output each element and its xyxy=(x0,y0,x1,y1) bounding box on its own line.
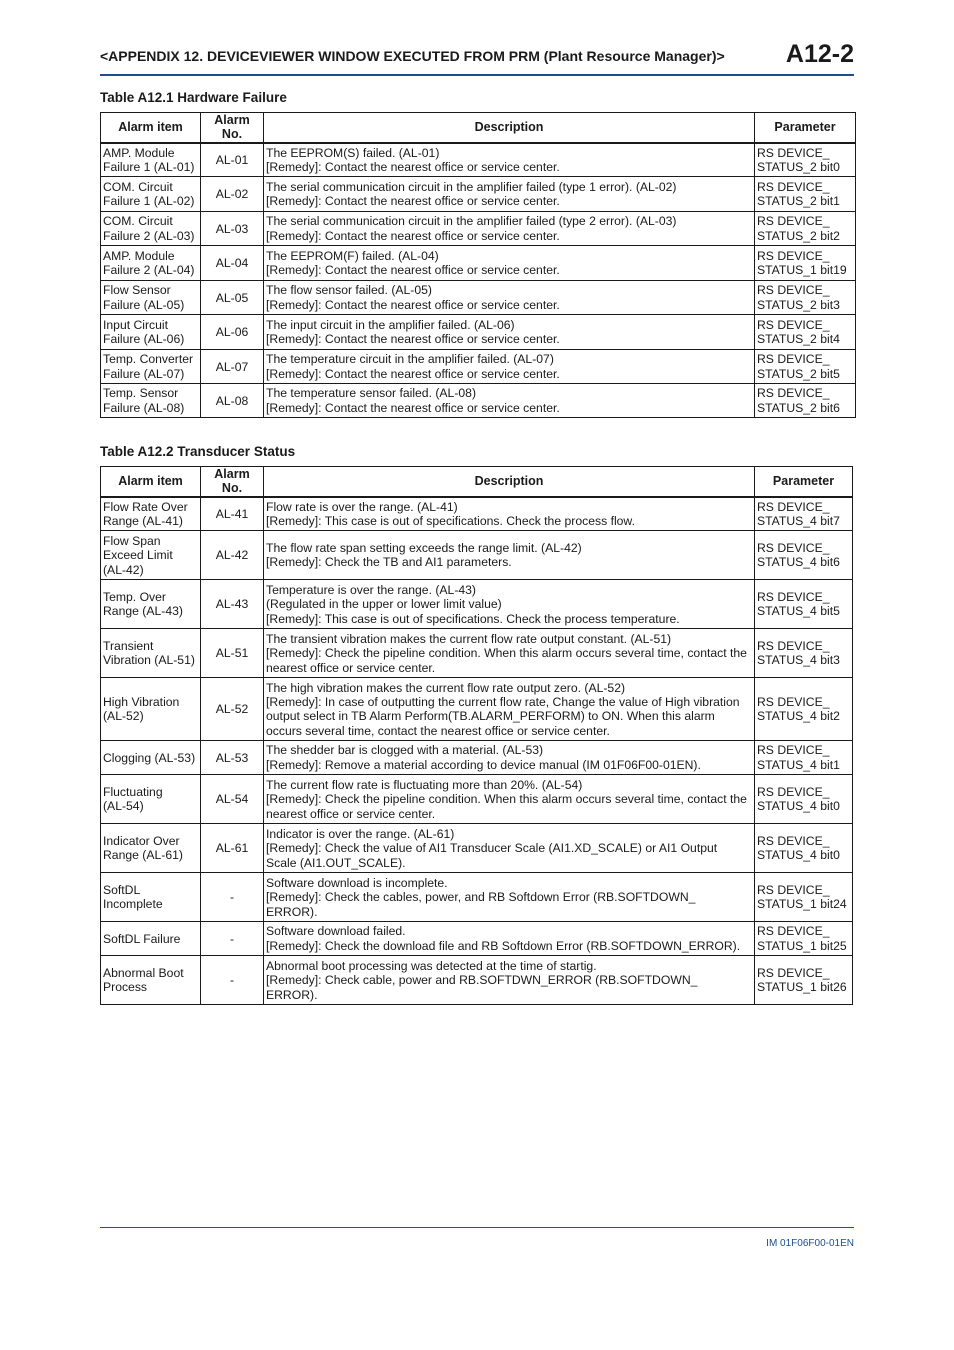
table-header-row xyxy=(101,113,856,143)
parameter-cell xyxy=(755,873,853,922)
alarm-no-cell: AL-05 xyxy=(201,281,264,315)
description-line: The serial communication circuit in the amplifier failed (type 1 error). (AL-02) xyxy=(266,179,677,194)
parameter-line: STATUS_1 bit26 xyxy=(757,980,847,995)
description-line: [Remedy]: Check cable, power and RB.SOFTDWN_ERROR (RB.SOFTDOWN_ xyxy=(266,973,698,988)
description-cell xyxy=(264,873,755,922)
alarm-item-cell xyxy=(101,678,201,741)
parameter-line: STATUS_2 bit2 xyxy=(757,228,840,243)
footer-rule xyxy=(100,1227,854,1228)
parameter-line: STATUS_4 bit5 xyxy=(757,604,840,619)
page-number: A12-2 xyxy=(785,40,854,68)
alarm-item-line: (AL-52) xyxy=(103,709,144,724)
alarm-item-cell xyxy=(101,580,201,629)
description-cell xyxy=(264,143,755,177)
parameter-line: STATUS_4 bit0 xyxy=(757,848,840,863)
description-line: The temperature sensor failed. (AL-08) xyxy=(266,386,476,401)
alarm-no-cell: AL-52 xyxy=(201,678,264,741)
parameter-cell xyxy=(755,922,853,956)
alarm-item-line: Range (AL-61) xyxy=(103,848,183,863)
alarm-no-cell: AL-51 xyxy=(201,629,264,678)
alarm-item-line: Flow Span xyxy=(103,533,161,548)
table-header-row xyxy=(101,467,853,497)
alarm-no-cell: AL-41 xyxy=(201,497,264,531)
parameter-line: RS DEVICE_ xyxy=(757,743,830,758)
alarm-no-cell: AL-01 xyxy=(201,143,264,177)
alarm-item-line: Failure 1 (AL-01) xyxy=(103,160,195,175)
alarm-item-cell xyxy=(101,246,201,281)
parameter-line: STATUS_4 bit7 xyxy=(757,514,840,529)
parameter-line: STATUS_4 bit3 xyxy=(757,653,840,668)
header-title: <APPENDIX 12. DEVICEVIEWER WINDOW EXECUTED FROM PRM (Plant Resource Manager)> xyxy=(100,48,725,64)
alarm-item-line: COM. Circuit xyxy=(103,214,173,229)
alarm-item-cell xyxy=(101,741,201,775)
description-line: Indicator is over the range. (AL-61) xyxy=(266,826,455,841)
table-row xyxy=(101,497,853,531)
parameter-cell xyxy=(755,212,856,246)
description-cell xyxy=(264,824,755,873)
parameter-line: RS DEVICE_ xyxy=(757,540,830,555)
description-cell xyxy=(264,678,755,741)
description-line: nearest office or service center. xyxy=(266,806,436,821)
column-header: Alarm No. xyxy=(201,467,264,497)
parameter-cell xyxy=(755,177,856,212)
alarm-no-cell: AL-08 xyxy=(201,384,264,418)
parameter-line: RS DEVICE_ xyxy=(757,386,830,401)
parameter-line: STATUS_2 bit3 xyxy=(757,297,840,312)
alarm-item-cell xyxy=(101,281,201,315)
description-line: The high vibration makes the current flow rate output zero. (AL-52) xyxy=(266,680,626,695)
description-cell xyxy=(264,212,755,246)
description-line: [Remedy]: Contact the nearest office or service center. xyxy=(266,263,560,278)
description-line: [Remedy]: Remove a material according to device manual (IM 01F06F00-01EN). xyxy=(266,757,701,772)
column-header: Parameter xyxy=(755,113,856,143)
description-line: Temperature is over the range. (AL-43) xyxy=(266,582,476,597)
description-line: [Remedy]: Contact the nearest office or service center. xyxy=(266,160,560,175)
description-line: [Remedy]: Check the cables, power, and RB Softdown Error (RB.SOFTDOWN_ xyxy=(266,890,696,905)
alarm-item-line: High Vibration xyxy=(103,694,180,709)
parameter-line: RS DEVICE_ xyxy=(757,179,830,194)
parameter-line: STATUS_2 bit4 xyxy=(757,332,840,347)
parameter-line: STATUS_4 bit2 xyxy=(757,709,840,724)
hardware-failure-table xyxy=(100,112,856,418)
table-row xyxy=(101,922,853,956)
alarm-item-line: SoftDL xyxy=(103,882,141,897)
description-line: ERROR). xyxy=(266,987,318,1002)
description-cell xyxy=(264,629,755,678)
parameter-line: RS DEVICE_ xyxy=(757,833,830,848)
description-line: The EEPROM(F) failed. (AL-04) xyxy=(266,248,439,263)
parameter-line: STATUS_2 bit0 xyxy=(757,160,840,175)
table-row xyxy=(101,775,853,824)
parameter-line: RS DEVICE_ xyxy=(757,638,830,653)
alarm-item-line: Failure 2 (AL-03) xyxy=(103,228,195,243)
column-header: Parameter xyxy=(755,467,853,497)
description-line: [Remedy]: Contact the nearest office or service center. xyxy=(266,194,560,209)
description-line: Software download is incomplete. xyxy=(266,875,448,890)
description-line: occurs several time, contact the nearest office or service center. xyxy=(266,723,610,738)
description-line: [Remedy]: This case is out of specifications. Check the process temperature. xyxy=(266,611,680,626)
table-row xyxy=(101,315,856,350)
table-row xyxy=(101,741,853,775)
parameter-line: STATUS_1 bit24 xyxy=(757,897,847,912)
parameter-cell xyxy=(755,315,856,350)
alarm-no-cell: AL-04 xyxy=(201,246,264,281)
alarm-item-line: Exceed Limit xyxy=(103,548,173,563)
column-header: Alarm No. xyxy=(201,113,264,143)
parameter-cell xyxy=(755,143,856,177)
parameter-line: RS DEVICE_ xyxy=(757,248,830,263)
alarm-no-cell: AL-42 xyxy=(201,531,264,580)
description-line: nearest office or service center. xyxy=(266,660,436,675)
table-row xyxy=(101,384,856,418)
alarm-item-line: Temp. Sensor xyxy=(103,386,179,401)
description-line: [Remedy]: In case of outputting the current flow rate, Change the value of High vibration xyxy=(266,694,740,709)
description-line: [Remedy]: Check the value of AI1 Transducer Scale (AI1.XD_SCALE) or AI1 Output xyxy=(266,841,718,856)
alarm-item-line: COM. Circuit xyxy=(103,179,173,194)
parameter-cell xyxy=(755,580,853,629)
alarm-item-cell xyxy=(101,775,201,824)
parameter-line: STATUS_1 bit19 xyxy=(757,263,847,278)
alarm-no-cell: AL-07 xyxy=(201,350,264,384)
alarm-item-line: Failure 2 (AL-04) xyxy=(103,263,195,278)
description-cell xyxy=(264,497,755,531)
alarm-item-line: Incomplete xyxy=(103,897,163,912)
alarm-item-cell xyxy=(101,824,201,873)
alarm-no-cell: AL-03 xyxy=(201,212,264,246)
parameter-cell xyxy=(755,384,856,418)
table-row xyxy=(101,873,853,922)
parameter-line: RS DEVICE_ xyxy=(757,694,830,709)
alarm-item-cell xyxy=(101,497,201,531)
description-cell xyxy=(264,384,755,418)
alarm-item-line: Failure (AL-06) xyxy=(103,332,185,347)
parameter-line: RS DEVICE_ xyxy=(757,882,830,897)
alarm-item-line: Transient xyxy=(103,638,154,653)
description-cell xyxy=(264,281,755,315)
alarm-item-line: Abnormal Boot xyxy=(103,965,184,980)
transducer-status-table xyxy=(100,466,853,1005)
alarm-item-line: Process xyxy=(103,980,148,995)
parameter-line: RS DEVICE_ xyxy=(757,283,830,298)
description-line: Scale (AI1.OUT_SCALE). xyxy=(266,855,406,870)
alarm-item-cell xyxy=(101,873,201,922)
description-line: Abnormal boot processing was detected at the time of startig. xyxy=(266,958,597,973)
parameter-cell xyxy=(755,678,853,741)
alarm-item-cell xyxy=(101,531,201,580)
alarm-item-line: Vibration (AL-51) xyxy=(103,653,195,668)
alarm-item-line: Failure (AL-08) xyxy=(103,400,185,415)
description-line: Flow rate is over the range. (AL-41) xyxy=(266,499,458,514)
parameter-cell xyxy=(755,824,853,873)
alarm-item-cell xyxy=(101,629,201,678)
description-cell xyxy=(264,350,755,384)
description-line: [Remedy]: Check the pipeline condition. When this alarm occurs several time, contact the xyxy=(266,646,747,661)
alarm-item-line: Temp. Over xyxy=(103,589,166,604)
alarm-item-line: AMP. Module xyxy=(103,145,175,160)
alarm-item-line: Input Circuit xyxy=(103,317,169,332)
table-row xyxy=(101,531,853,580)
alarm-no-cell: AL-02 xyxy=(201,177,264,212)
alarm-item-line: Range (AL-41) xyxy=(103,514,183,529)
description-line: [Remedy]: Check the TB and AI1 parameters. xyxy=(266,555,512,570)
alarm-item-cell xyxy=(101,956,201,1005)
description-line: Software download failed. xyxy=(266,924,406,939)
column-header: Alarm item xyxy=(101,467,201,497)
description-cell xyxy=(264,922,755,956)
table-row xyxy=(101,281,856,315)
alarm-item-cell xyxy=(101,315,201,350)
parameter-cell xyxy=(755,281,856,315)
alarm-item-line: AMP. Module xyxy=(103,248,175,263)
description-line: The current flow rate is fluctuating more than 20%. (AL-54) xyxy=(266,777,583,792)
description-line: The transient vibration makes the current flow rate output constant. (AL-51) xyxy=(266,631,672,646)
alarm-item-line: Failure (AL-05) xyxy=(103,297,185,312)
table-row xyxy=(101,956,853,1005)
description-line: [Remedy]: Contact the nearest office or service center. xyxy=(266,400,560,415)
table1-title: Table A12.1 Hardware Failure xyxy=(100,90,287,105)
alarm-no-cell: AL-53 xyxy=(201,741,264,775)
alarm-item-line: Flow Sensor xyxy=(103,283,171,298)
alarm-item-line: Temp. Converter xyxy=(103,352,194,367)
description-line: The flow rate span setting exceeds the range limit. (AL-42) xyxy=(266,540,582,555)
alarm-item-cell xyxy=(101,350,201,384)
description-cell xyxy=(264,775,755,824)
alarm-item-line: Fluctuating xyxy=(103,784,163,799)
alarm-item-line: Failure 1 (AL-02) xyxy=(103,194,195,209)
alarm-no-cell: - xyxy=(201,922,264,956)
description-line: The temperature circuit in the amplifier failed. (AL-07) xyxy=(266,352,554,367)
description-line: [Remedy]: Check the pipeline condition. When this alarm occurs several time, contact the xyxy=(266,792,747,807)
parameter-cell xyxy=(755,956,853,1005)
alarm-item-line: Flow Rate Over xyxy=(103,499,188,514)
parameter-cell xyxy=(755,246,856,281)
parameter-line: RS DEVICE_ xyxy=(757,214,830,229)
description-cell xyxy=(264,741,755,775)
parameter-line: STATUS_2 bit6 xyxy=(757,400,840,415)
parameter-line: STATUS_4 bit1 xyxy=(757,757,840,772)
column-header: Alarm item xyxy=(101,113,201,143)
alarm-item-line: Failure (AL-07) xyxy=(103,366,185,381)
description-line: (Regulated in the upper or lower limit value) xyxy=(266,597,502,612)
table-row xyxy=(101,177,856,212)
alarm-no-cell: AL-43 xyxy=(201,580,264,629)
parameter-line: STATUS_2 bit1 xyxy=(757,194,840,209)
table2-title: Table A12.2 Transducer Status xyxy=(100,444,296,459)
parameter-line: STATUS_4 bit6 xyxy=(757,555,840,570)
description-line: output select in TB Alarm Perform(TB.ALARM_PERFORM) to ON. When this alarm xyxy=(266,709,715,724)
table-row xyxy=(101,143,856,177)
alarm-item-cell xyxy=(101,922,201,956)
description-cell xyxy=(264,246,755,281)
parameter-line: RS DEVICE_ xyxy=(757,317,830,332)
parameter-line: RS DEVICE_ xyxy=(757,965,830,980)
footer-doc-id: IM 01F06F00-01EN xyxy=(766,1238,854,1249)
header-rule xyxy=(100,74,854,76)
alarm-no-cell: - xyxy=(201,956,264,1005)
description-cell xyxy=(264,531,755,580)
alarm-item-line: Indicator Over xyxy=(103,833,180,848)
alarm-item-cell xyxy=(101,212,201,246)
alarm-item-cell xyxy=(101,384,201,418)
parameter-line: STATUS_1 bit25 xyxy=(757,938,847,953)
description-line: The EEPROM(S) failed. (AL-01) xyxy=(266,145,440,160)
description-line: [Remedy]: Contact the nearest office or service center. xyxy=(266,332,560,347)
description-line: The shedder bar is clogged with a material. (AL-53) xyxy=(266,743,544,758)
description-line: [Remedy]: Contact the nearest office or service center. xyxy=(266,366,560,381)
description-cell xyxy=(264,315,755,350)
alarm-item-cell xyxy=(101,177,201,212)
parameter-line: STATUS_2 bit5 xyxy=(757,366,840,381)
parameter-cell xyxy=(755,775,853,824)
parameter-cell xyxy=(755,531,853,580)
alarm-item-line: (AL-54) xyxy=(103,799,144,814)
parameter-line: RS DEVICE_ xyxy=(757,145,830,160)
column-header: Description xyxy=(264,467,755,497)
alarm-item-cell xyxy=(101,143,201,177)
description-line: [Remedy]: Contact the nearest office or service center. xyxy=(266,297,560,312)
column-header: Description xyxy=(264,113,755,143)
parameter-cell xyxy=(755,629,853,678)
alarm-item-line: (AL-42) xyxy=(103,562,144,577)
table-row xyxy=(101,580,853,629)
description-line: [Remedy]: Contact the nearest office or service center. xyxy=(266,228,560,243)
parameter-line: RS DEVICE_ xyxy=(757,589,830,604)
parameter-line: RS DEVICE_ xyxy=(757,499,830,514)
description-line: The input circuit in the amplifier failed. (AL-06) xyxy=(266,317,515,332)
alarm-item-line: Clogging (AL-53) xyxy=(103,750,196,765)
description-line: [Remedy]: Check the download file and RB Softdown Error (RB.SOFTDOWN_ERROR). xyxy=(266,938,741,953)
parameter-cell xyxy=(755,350,856,384)
description-cell xyxy=(264,177,755,212)
alarm-no-cell: AL-61 xyxy=(201,824,264,873)
parameter-line: RS DEVICE_ xyxy=(757,784,830,799)
alarm-no-cell: AL-54 xyxy=(201,775,264,824)
description-cell xyxy=(264,580,755,629)
parameter-line: STATUS_4 bit0 xyxy=(757,799,840,814)
description-line: ERROR). xyxy=(266,904,318,919)
description-line: The flow sensor failed. (AL-05) xyxy=(266,283,432,298)
table-row xyxy=(101,824,853,873)
alarm-item-line: SoftDL Failure xyxy=(103,931,181,946)
parameter-line: RS DEVICE_ xyxy=(757,352,830,367)
table-row xyxy=(101,212,856,246)
parameter-cell xyxy=(755,497,853,531)
alarm-no-cell: - xyxy=(201,873,264,922)
table-row xyxy=(101,629,853,678)
alarm-item-line: Range (AL-43) xyxy=(103,604,183,619)
alarm-no-cell: AL-06 xyxy=(201,315,264,350)
table-row xyxy=(101,678,853,741)
description-line: [Remedy]: This case is out of specifications. Check the process flow. xyxy=(266,514,635,529)
parameter-cell xyxy=(755,741,853,775)
description-line: The serial communication circuit in the amplifier failed (type 2 error). (AL-03) xyxy=(266,214,677,229)
table-row xyxy=(101,350,856,384)
parameter-line: RS DEVICE_ xyxy=(757,924,830,939)
table-row xyxy=(101,246,856,281)
description-cell xyxy=(264,956,755,1005)
